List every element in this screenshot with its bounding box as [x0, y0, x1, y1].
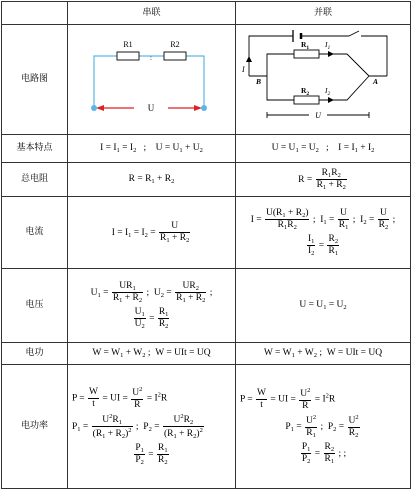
label-power: 电功率: [2, 365, 68, 489]
row-resistance: [2, 163, 411, 197]
parallel-r2-label: $R_2$: [301, 85, 310, 97]
series-circuit-diagram: [72, 28, 232, 128]
series-u-label: U: [147, 102, 154, 113]
parallel-i1-label: $I_1$: [325, 39, 331, 51]
parallel-current: I = $\frac{U(R_1 + R_2)}{R_1R_2}$ ; $I_1$ = $\frac{U}{R_1}$ ; $I_2$ = $\frac{U}{R_2}$ ; $\frac{I_1}{I_2}$ = $\frac{R_2}{R_1}$: [236, 197, 411, 269]
parallel-i2-label: $I_2$: [325, 85, 331, 97]
parallel-i-label: I: [242, 64, 245, 74]
svg-text::: :: [149, 53, 152, 62]
row-diagram: [2, 25, 411, 135]
series-r1-label: R1: [122, 39, 133, 49]
header-series: 串联: [68, 2, 236, 25]
series-r2-label: R2: [169, 39, 180, 49]
label-basic: 基本特点: [2, 135, 68, 163]
parallel-basic: $U = U_1 = U_2$ ; $I = I_1 + I_2$: [236, 135, 411, 163]
parallel-node-a: A: [373, 76, 379, 86]
parallel-resistance: R = $\frac{R_1R_2}{R_1 + R_2}$: [236, 163, 411, 197]
comparison-table: [1, 1, 411, 489]
series-current: $I = I_1 = I_2$ = $\frac{U}{R_1 + R_2}$: [68, 197, 236, 269]
row-power: [2, 365, 411, 489]
series-work: $W = W_1 + W_2$ ; W = UIt = UQ: [68, 343, 236, 365]
label-voltage: 电压: [2, 269, 68, 343]
row-work: [2, 343, 411, 365]
parallel-circuit-diagram: [239, 26, 407, 130]
parallel-circuit: [236, 25, 411, 135]
label-resistance: 总电阻: [2, 163, 68, 197]
label-work: 电功: [2, 343, 68, 365]
row-current: [2, 197, 411, 269]
header-row: [2, 2, 411, 25]
parallel-power: P = $\frac{W}{t}$ = UI = $\frac{U^2}{R}$ = $I^2R$ $P_1$ = $\frac{U^2}{R_1}$ ; $P_2$ = $\frac{U^2}{R_2}$ $\frac{P_1}{P_2}$ = $\frac{R_2}{R_1}$ ; ;: [236, 365, 411, 489]
header-corner: [2, 2, 68, 25]
label-diagram: 电路图: [2, 25, 68, 135]
parallel-r1-label: $R_1$: [301, 39, 310, 51]
parallel-voltage: $U = U_1 = U_2$: [236, 269, 411, 343]
row-voltage: [2, 269, 411, 343]
series-voltage: $U_1$ = $\frac{UR_1}{R_1 + R_2}$ ; $U_2$ = $\frac{UR_2}{R_1 + R_2}$ ; $\frac{U_1}{U_2}$ = $\frac{R_1}{R_2}$: [68, 269, 236, 343]
label-current: 电流: [2, 197, 68, 269]
series-basic: $I = I_1 = I_2$ ; $U = U_1 + U_2$: [68, 135, 236, 163]
row-basic: [2, 135, 411, 163]
series-circuit: [68, 25, 236, 135]
series-power: P = $\frac{W}{t}$ = UI = $\frac{U^2}{R}$ = $I^2R$ $P_1$ = $\frac{U^2R_1}{(R_1 + R_2)^2}$ ; $P_2$ = $\frac{U^2R_2}{(R_1 + R_2)^2}$ $\frac{P_1}{P_2}$ = $\frac{R_1}{R_2}$: [68, 365, 236, 489]
series-resistance: $R = R_1 + R_2$: [68, 163, 236, 197]
parallel-work: $W = W_1 + W_2$ ; W = UIt = UQ: [236, 343, 411, 365]
parallel-node-b: B: [256, 76, 262, 86]
header-parallel: 并联: [236, 2, 411, 25]
parallel-u-label: U: [315, 110, 321, 120]
